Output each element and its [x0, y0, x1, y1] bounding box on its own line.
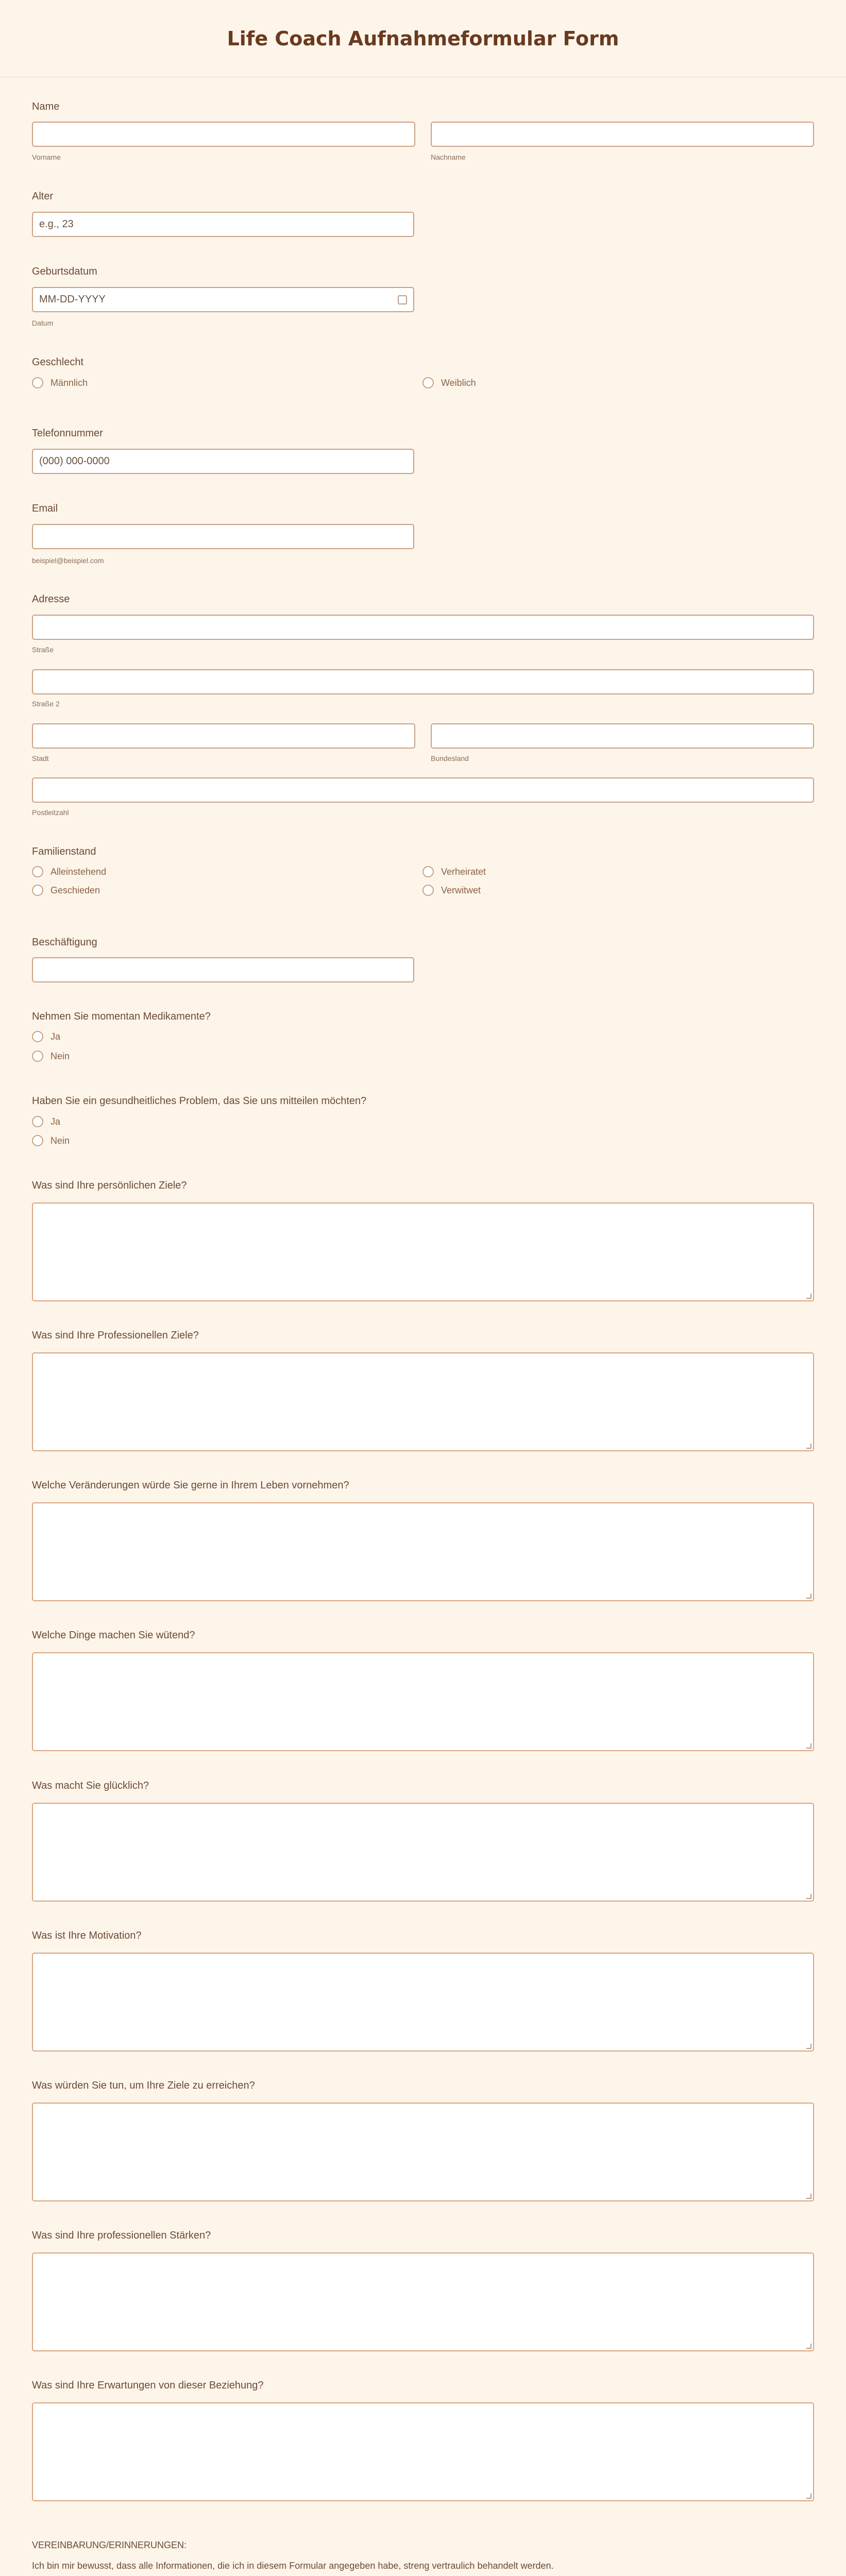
resize-handle-icon[interactable]: [806, 2194, 811, 2199]
changes-label: Welche Veränderungen würde Sie gerne in Ihrem Leben vornehmen?: [32, 1480, 349, 1491]
gender-option-male[interactable]: [32, 377, 88, 388]
radio-circle[interactable]: [32, 377, 43, 388]
radio-label: Weiblich: [441, 377, 476, 388]
city-sublabel: Stadt: [32, 754, 49, 762]
radio-circle[interactable]: [32, 1031, 43, 1042]
happy-label: Was macht Sie glücklich?: [32, 1780, 149, 1791]
last-name-sublabel: Nachname: [431, 153, 466, 161]
radio-circle[interactable]: [32, 1135, 43, 1146]
last-name-input[interactable]: [431, 122, 814, 147]
radio-label: Alleinstehend: [50, 866, 107, 877]
radio-circle[interactable]: [422, 377, 434, 388]
agreement-paragraph-1: Ich bin mir bewusst, dass alle Informationen, die ich in diesem Formular angegeben habe, streng vertraulich behandelt werden.: [32, 2561, 554, 2571]
form-header: [0, 0, 846, 77]
marital-option-widowed[interactable]: [422, 885, 481, 896]
form-title: Life Coach Aufnahmeformular Form: [227, 27, 619, 50]
radio-label: Männlich: [50, 377, 88, 388]
age-placeholder: e.g., 23: [39, 218, 74, 230]
resize-handle-icon[interactable]: [806, 1594, 811, 1599]
email-sublabel: beispiel@beispiel.com: [32, 556, 104, 565]
birthdate-input[interactable]: [32, 287, 414, 312]
personal-goals-label: Was sind Ihre persönlichen Ziele?: [32, 1180, 187, 1191]
first-name-input[interactable]: [32, 122, 415, 147]
zip-input[interactable]: [32, 777, 814, 803]
calendar-icon[interactable]: [398, 295, 407, 304]
achieve-goals-label: Was würden Sie tun, um Ihre Ziele zu erreichen?: [32, 2080, 255, 2091]
motivation-label: Was ist Ihre Motivation?: [32, 1930, 142, 1941]
first-name-sublabel: Vorname: [32, 153, 61, 161]
birthdate-label: Geburtsdatum: [32, 266, 97, 277]
state-input[interactable]: [431, 723, 814, 749]
resize-handle-icon[interactable]: [806, 1743, 811, 1749]
radio-label: Ja: [50, 1031, 61, 1042]
radio-label: Nein: [50, 1050, 70, 1061]
meds-option-no[interactable]: [32, 1050, 70, 1062]
strengths-label: Was sind Ihre professionellen Stärken?: [32, 2230, 211, 2241]
street-sublabel: Straße: [32, 646, 54, 654]
birthdate-placeholder: MM-DD-YYYY: [39, 294, 106, 305]
health-option-yes[interactable]: [32, 1116, 60, 1127]
radio-label: Ja: [50, 1116, 61, 1127]
radio-circle[interactable]: [32, 1050, 43, 1062]
expectations-label: Was sind Ihre Erwartungen von dieser Beziehung?: [32, 2380, 264, 2391]
job-label: Beschäftigung: [32, 937, 97, 948]
marital-option-married[interactable]: [422, 866, 486, 877]
zip-sublabel: Postleitzahl: [32, 808, 69, 817]
resize-handle-icon[interactable]: [806, 1444, 811, 1449]
health-option-no[interactable]: [32, 1135, 70, 1146]
phone-placeholder: (000) 000-0000: [39, 455, 110, 467]
professional-goals-textarea[interactable]: [32, 1352, 814, 1451]
email-label: Email: [32, 503, 58, 514]
resize-handle-icon[interactable]: [806, 2044, 811, 2049]
state-sublabel: Bundesland: [431, 754, 469, 762]
radio-label: Nein: [50, 1135, 70, 1146]
resize-handle-icon[interactable]: [806, 2344, 811, 2349]
resize-handle-icon[interactable]: [806, 2494, 811, 2499]
health-label: Haben Sie ein gesundheitliches Problem, das Sie uns mitteilen möchten?: [32, 1095, 367, 1107]
meds-label: Nehmen Sie momentan Medikamente?: [32, 1011, 211, 1022]
radio-label: Verwitwet: [441, 885, 481, 895]
meds-option-yes[interactable]: [32, 1031, 60, 1042]
changes-textarea[interactable]: [32, 1502, 814, 1601]
expectations-textarea[interactable]: [32, 2402, 814, 2501]
personal-goals-textarea[interactable]: [32, 1202, 814, 1301]
street2-input[interactable]: [32, 669, 814, 694]
marital-label: Familienstand: [32, 846, 96, 857]
email-input[interactable]: [32, 524, 414, 549]
age-label: Alter: [32, 191, 54, 202]
professional-goals-label: Was sind Ihre Professionellen Ziele?: [32, 1330, 199, 1341]
radio-circle[interactable]: [422, 866, 434, 877]
marital-option-divorced[interactable]: [32, 885, 100, 896]
radio-circle[interactable]: [32, 866, 43, 877]
gender-option-female[interactable]: [422, 377, 476, 388]
birthdate-sublabel: Datum: [32, 319, 54, 327]
radio-label: Verheiratet: [441, 866, 486, 877]
city-input[interactable]: [32, 723, 415, 749]
motivation-textarea[interactable]: [32, 1953, 814, 2052]
street2-sublabel: Straße 2: [32, 700, 60, 708]
anger-label: Welche Dinge machen Sie wütend?: [32, 1630, 195, 1641]
phone-input[interactable]: [32, 449, 414, 474]
street-input[interactable]: [32, 615, 814, 640]
radio-circle[interactable]: [32, 885, 43, 896]
radio-label: Geschieden: [50, 885, 100, 895]
agreement-heading: VEREINBARUNG/ERINNERUNGEN:: [32, 2540, 187, 2550]
radio-circle[interactable]: [32, 1116, 43, 1127]
phone-label: Telefonnummer: [32, 428, 103, 439]
achieve-goals-textarea[interactable]: [32, 2103, 814, 2201]
age-input[interactable]: [32, 212, 414, 237]
marital-option-single[interactable]: [32, 866, 106, 877]
strengths-textarea[interactable]: [32, 2252, 814, 2351]
gender-label: Geschlecht: [32, 357, 84, 368]
anger-textarea[interactable]: [32, 1652, 814, 1751]
job-input[interactable]: [32, 957, 414, 982]
happy-textarea[interactable]: [32, 1803, 814, 1902]
radio-circle[interactable]: [422, 885, 434, 896]
name-label: Name: [32, 101, 60, 112]
address-label: Adresse: [32, 594, 70, 605]
resize-handle-icon[interactable]: [806, 1294, 811, 1299]
resize-handle-icon[interactable]: [806, 1894, 811, 1899]
